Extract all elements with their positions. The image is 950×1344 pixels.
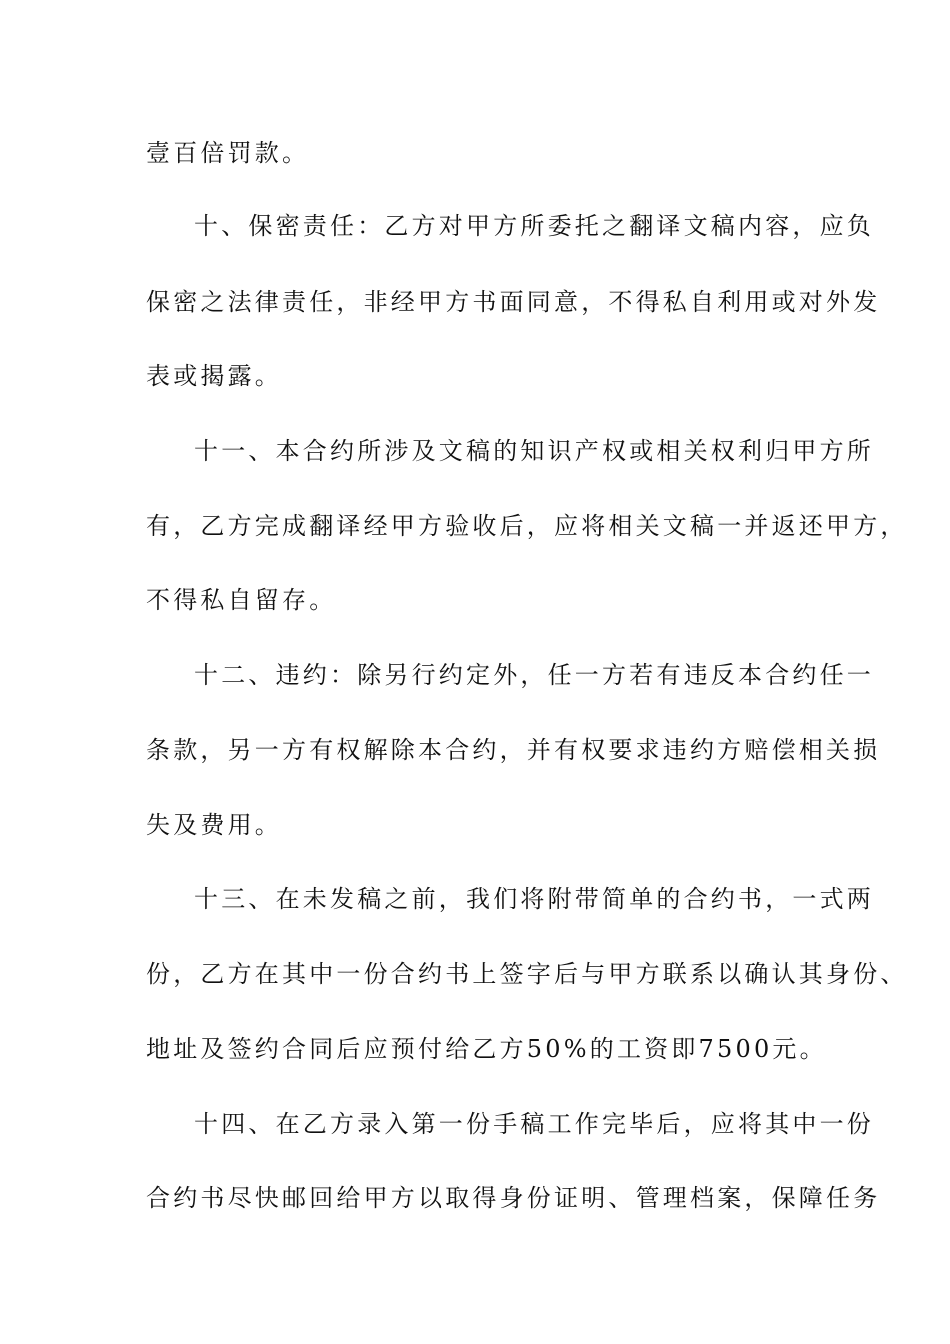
clause-10-start: 十、保密责任：乙方对甲方所委托之翻译文稿内容，应负 bbox=[194, 212, 874, 240]
text-line: 保密之法律责任，非经甲方书面同意，不得私自利用或对外发 bbox=[146, 288, 881, 316]
text-line: 有，乙方完成翻译经甲方验收后，应将相关文稿一并返还甲方， bbox=[146, 512, 908, 540]
text-line: 表或揭露。 bbox=[146, 362, 282, 390]
text-line: 失及费用。 bbox=[146, 811, 282, 839]
clause-14-start: 十四、在乙方录入第一份手稿工作完毕后，应将其中一份 bbox=[194, 1110, 874, 1138]
clause-13-start: 十三、在未发稿之前，我们将附带简单的合约书，一式两 bbox=[194, 885, 874, 913]
clause-12-start: 十二、违约：除另行约定外，任一方若有违反本合约任一 bbox=[194, 661, 874, 689]
text-line: 壹百倍罚款。 bbox=[146, 139, 310, 167]
text-line: 份，乙方在其中一份合约书上签字后与甲方联系以确认其身份、 bbox=[146, 960, 908, 988]
text-line: 合约书尽快邮回给甲方以取得身份证明、管理档案，保障任务 bbox=[146, 1184, 881, 1212]
text-line: 地址及签约合同后应预付给乙方50%的工资即7500元。 bbox=[146, 1035, 827, 1063]
text-line: 不得私自留存。 bbox=[146, 586, 337, 614]
clause-11-start: 十一、本合约所涉及文稿的知识产权或相关权利归甲方所 bbox=[194, 437, 874, 465]
text-line: 条款，另一方有权解除本合约，并有权要求违约方赔偿相关损 bbox=[146, 736, 881, 764]
